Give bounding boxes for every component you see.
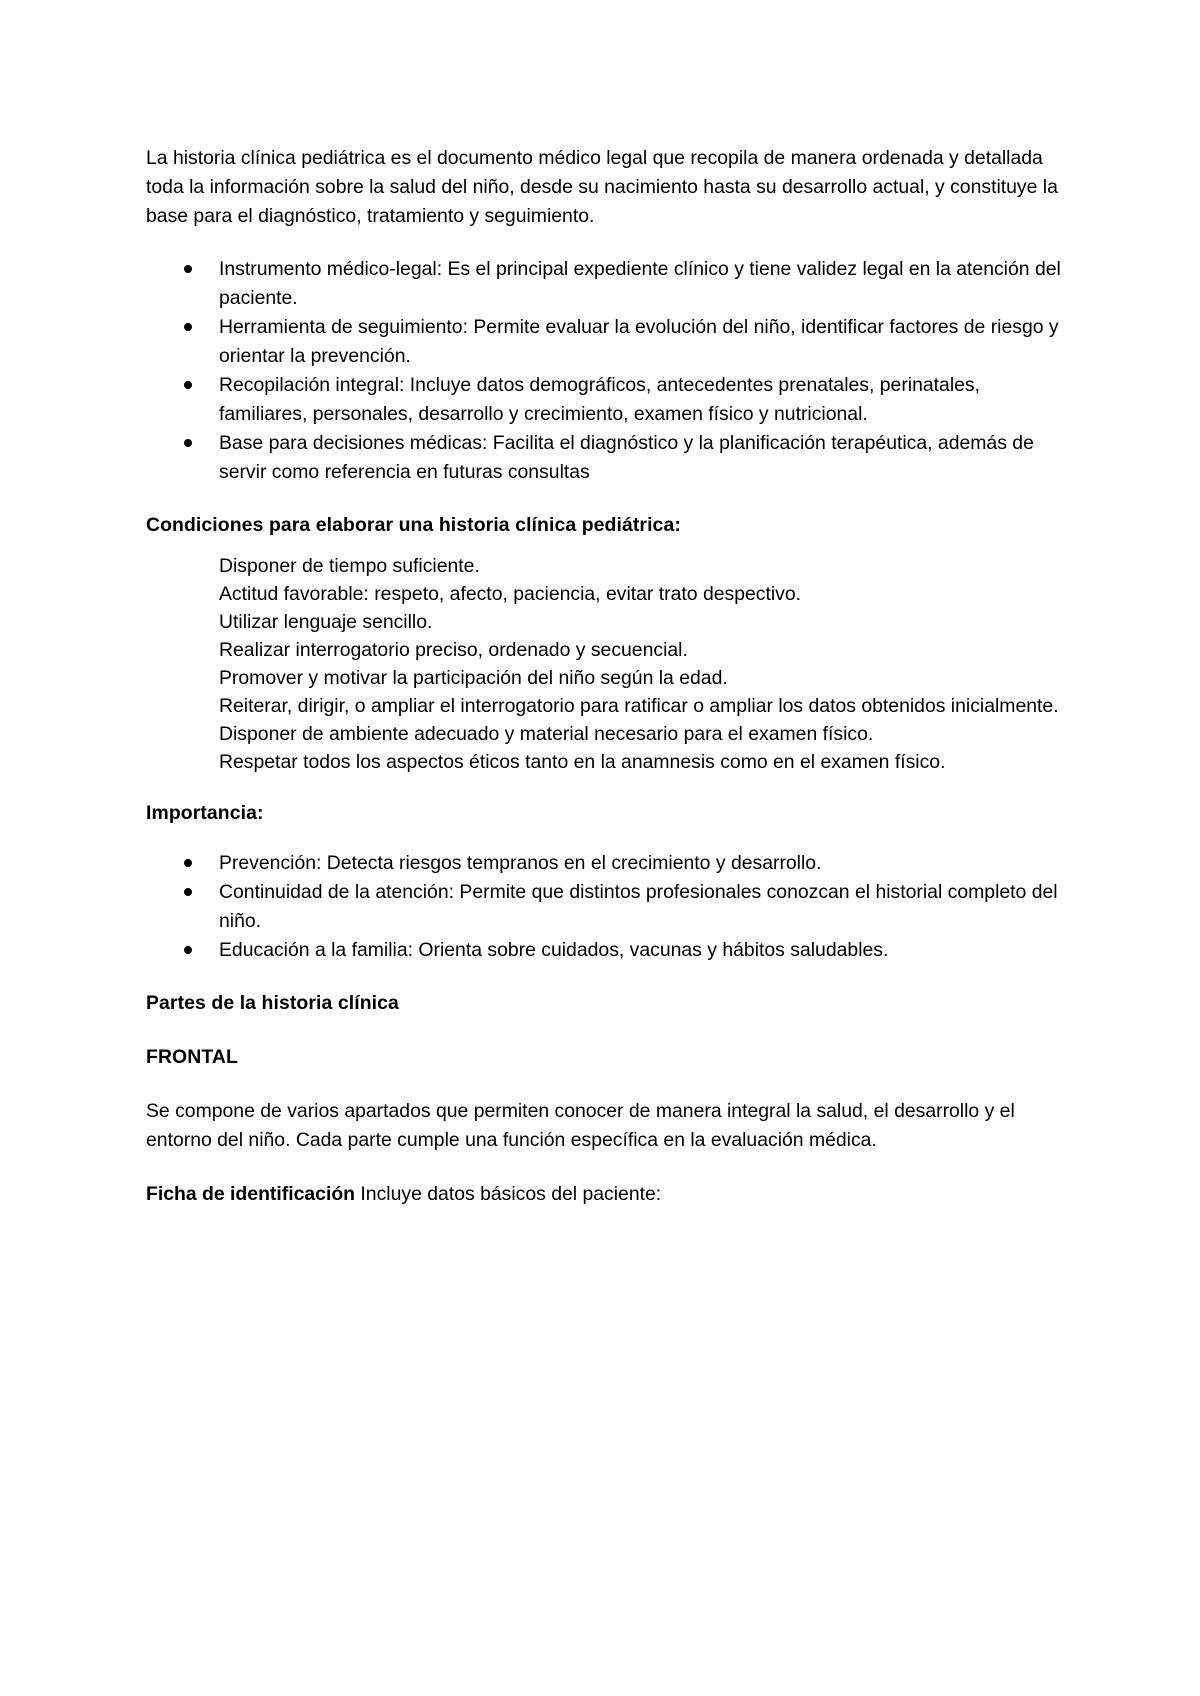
list-item: Disponer de tiempo suficiente.	[219, 555, 480, 577]
list-item-text: Base para decisiones médicas: Facilita el diagnóstico y la planificación terapéutica, además de servir como referencia en futuras consultas	[219, 432, 1034, 483]
bullet-icon	[184, 946, 192, 954]
list-item	[146, 255, 1066, 313]
list-item: Actitud favorable: respeto, afecto, paciencia, evitar trato despectivo.	[219, 583, 802, 605]
conditions-heading: Condiciones para elaborar una historia clínica pediátrica:	[146, 514, 681, 536]
conditions-list	[146, 552, 1066, 776]
list-item: Respetar todos los aspectos éticos tanto en la anamnesis como en el examen físico.	[219, 751, 946, 773]
frontal-description: Se compone de varios apartados que permiten conocer de manera integral la salud, el desarrollo y el entorno del niño. Cada parte cumple una función específica en la evaluación médica.	[146, 1100, 1015, 1151]
list-item	[146, 429, 1066, 487]
list-item	[146, 849, 1066, 878]
bullet-icon	[184, 265, 192, 273]
list-item-text: Instrumento médico-legal: Es el principal expediente clínico y tiene validez legal en la atención del paciente.	[219, 258, 1061, 309]
importance-list	[146, 849, 1066, 965]
intro-paragraph: La historia clínica pediátrica es el documento médico legal que recopila de manera ordenada y detallada toda la información sobre la salud del niño, desde su nacimiento hasta su desarrollo actual, y constituye la base para el diagnóstico, tratamiento y seguimiento.	[146, 147, 1058, 227]
list-item	[146, 313, 1066, 371]
bullet-icon	[184, 859, 192, 867]
list-item: Promover y motivar la participación del niño según la edad.	[219, 667, 728, 689]
bullet-icon	[184, 381, 192, 389]
list-item-text: Continuidad de la atención: Permite que distintos profesionales conozcan el historial completo del niño.	[219, 881, 1058, 932]
frontal-heading: FRONTAL	[146, 1046, 238, 1068]
importance-heading: Importancia:	[146, 802, 264, 824]
list-item-text: Educación a la familia: Orienta sobre cuidados, vacunas y hábitos saludables.	[219, 939, 889, 961]
list-item-text: Recopilación integral: Incluye datos demográficos, antecedentes prenatales, perinatales, familiares, personales, desarrollo y crecimiento, examen físico y nutricional.	[219, 374, 981, 425]
list-item: Disponer de ambiente adecuado y material necesario para el examen físico.	[219, 723, 874, 745]
list-item-text: Herramienta de seguimiento: Permite evaluar la evolución del niño, identificar factores de riesgo y orientar la prevención.	[219, 316, 1059, 367]
list-item: Reiterar, dirigir, o ampliar el interrogatorio para ratificar o ampliar los datos obtenidos inicialmente.	[219, 695, 1059, 717]
list-item: Realizar interrogatorio preciso, ordenado y secuencial.	[219, 639, 688, 661]
bullet-icon	[184, 323, 192, 331]
identification-line	[146, 1180, 1066, 1209]
list-item	[146, 878, 1066, 936]
features-list	[146, 255, 1066, 487]
bullet-icon	[184, 439, 192, 447]
document-page	[146, 144, 1066, 1209]
list-item	[146, 936, 1066, 965]
list-item	[146, 371, 1066, 429]
identification-label: Ficha de identificación	[146, 1183, 356, 1205]
parts-heading: Partes de la historia clínica	[146, 992, 399, 1014]
list-item: Utilizar lenguaje sencillo.	[219, 611, 433, 633]
bullet-icon	[184, 888, 192, 896]
list-item-text: Prevención: Detecta riesgos tempranos en el crecimiento y desarrollo.	[219, 852, 822, 874]
identification-text: Incluye datos básicos del paciente:	[355, 1183, 662, 1205]
